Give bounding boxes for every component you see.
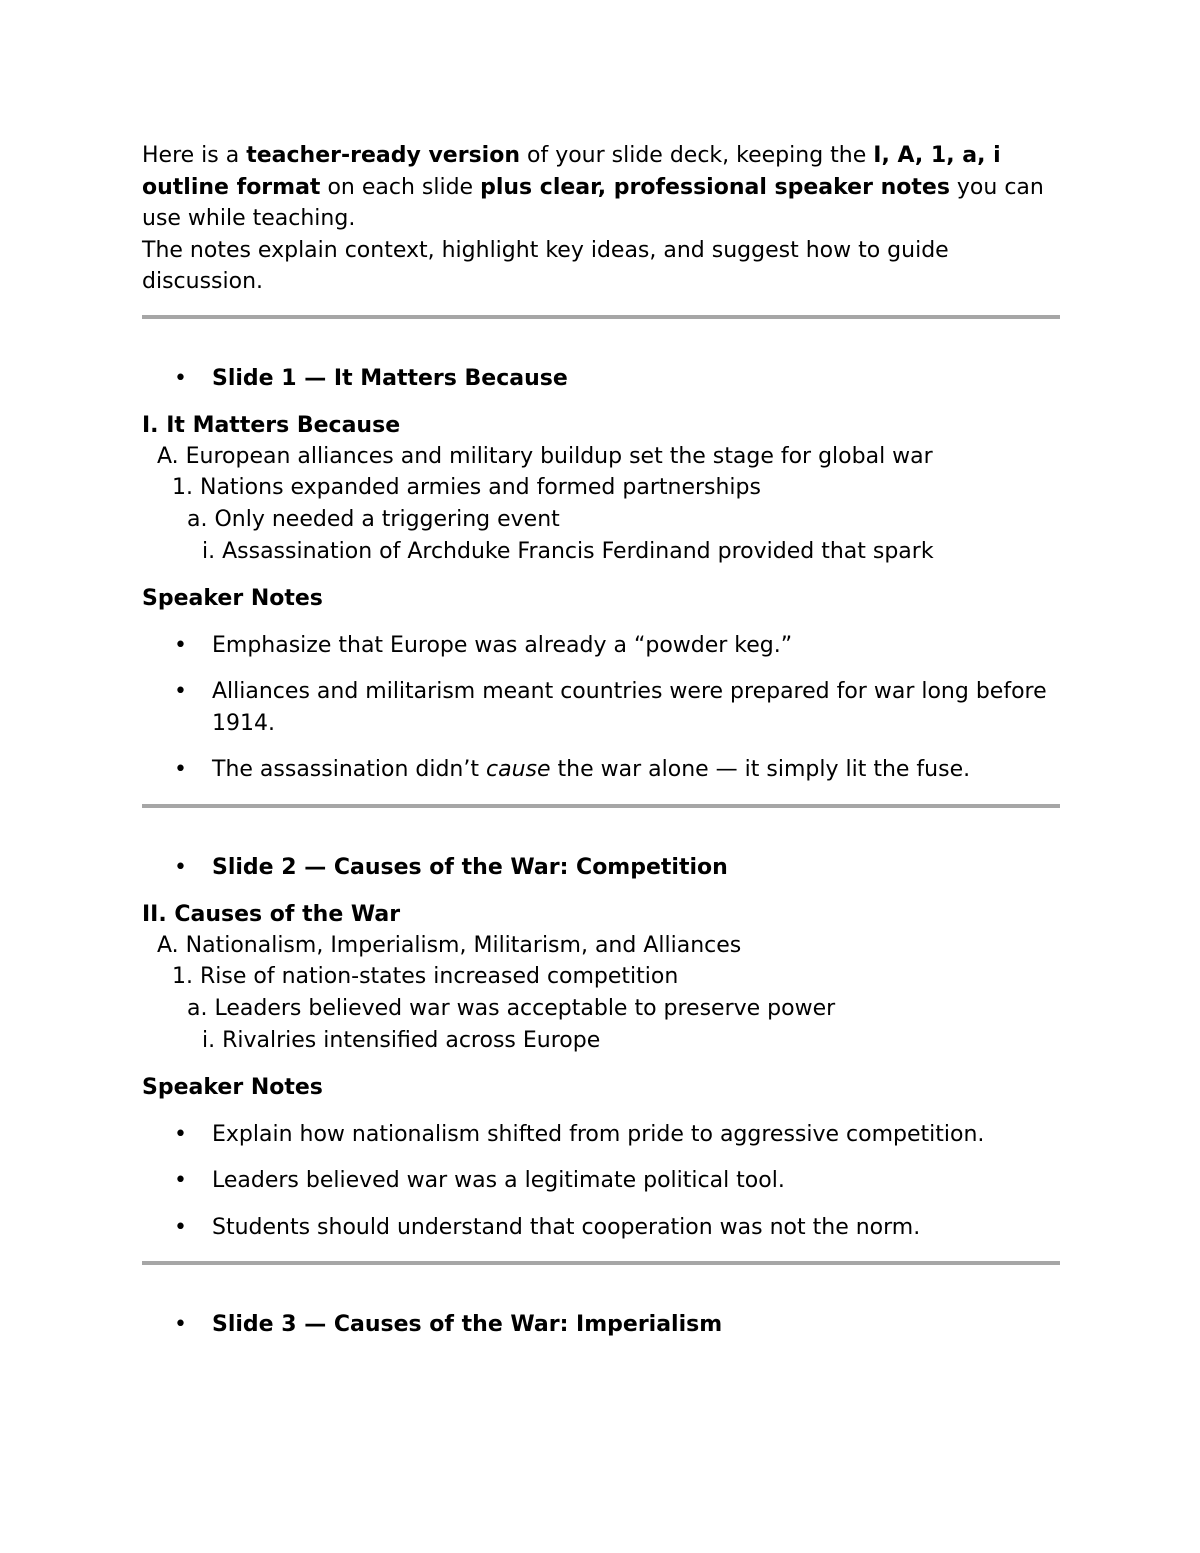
speaker-note-text: Students should understand that cooperation was not the norm. [212,1214,921,1240]
speaker-note-text: Emphasize that Europe was already a “powder keg.” [212,632,793,658]
outline-item-level-a: a. Only needed a triggering event [187,507,560,533]
speaker-note-text: Alliances and militarism meant countries were prepared for war long before 1914. [212,679,1047,736]
outline-title: I. It Matters Because [142,412,401,438]
speaker-note-text: Leaders believed war was a legitimate political tool. [212,1168,785,1194]
speaker-notes-list [142,630,1060,786]
speaker-note-text: Explain how nationalism shifted from pride to aggressive competition. [212,1121,985,1147]
bullet-icon: • [174,1168,187,1194]
intro-text: Here is a [142,143,247,168]
intro-paragraph-2: The notes explain context, highlight key ideas, and suggest how to guide discussion. [142,237,949,294]
horizontal-divider [142,1261,1060,1265]
speaker-note [142,676,1060,739]
intro-paragraph [142,140,1060,235]
speaker-note [142,1165,1060,1197]
outline-title: II. Causes of the War [142,901,401,927]
slide-heading [142,1309,1060,1340]
speaker-note [142,630,1060,662]
outline-item-level-i: i. Rivalries intensified across Europe [202,1028,601,1054]
bullet-icon: • [174,1214,187,1240]
outline-item-level-1: 1. Nations expanded armies and formed partnerships [172,475,761,501]
horizontal-divider [142,315,1060,319]
speaker-note-text: The assassination didn’t [212,757,486,783]
speaker-notes-title: Speaker Notes [142,1074,323,1100]
intro-text: on each slide [320,174,481,200]
outline-item-level-A: A. Nationalism, Imperialism, Militarism, and Alliances [157,932,742,958]
outline-item-level-a: a. Leaders believed war was acceptable to preserve power [187,996,836,1022]
intro-bold-text: I, A, 1, a, i outline format [142,143,1001,200]
speaker-note [142,1212,1060,1244]
horizontal-divider [142,804,1060,808]
bullet-icon: • [174,679,187,705]
intro-text: you can use while teaching. [142,174,1044,231]
slide-heading-text: Slide 2 — Causes of the War: Competition [212,854,728,880]
intro-bold-text: plus clear, professional speaker notes [480,174,950,200]
intro-text: of your slide deck, keeping the [520,143,874,168]
intro-bold-text: teacher-ready version [246,143,520,168]
bullet-icon: • [174,757,187,783]
slide-heading [142,363,1060,394]
bullet-icon: • [174,365,187,391]
slide-heading [142,852,1060,883]
outline-item-level-A: A. European alliances and military buildup set the stage for global war [157,443,933,469]
speaker-note-emphasis: cause [486,757,551,783]
speaker-note [142,754,1060,786]
bullet-icon: • [174,1312,187,1338]
bullet-icon: • [174,854,187,880]
document-page [142,140,1060,1340]
speaker-note-text: the war alone — it simply lit the fuse. [550,757,971,783]
slide-heading-text: Slide 3 — Causes of the War: Imperialism [212,1312,723,1338]
speaker-note [142,1119,1060,1151]
bullet-icon: • [174,1121,187,1147]
outline-item-level-i: i. Assassination of Archduke Francis Ferdinand provided that spark [202,538,934,564]
bullet-icon: • [174,632,187,658]
outline-item-level-1: 1. Rise of nation-states increased competition [172,964,679,990]
slide-heading-text: Slide 1 — It Matters Because [212,365,568,391]
speaker-notes-title: Speaker Notes [142,585,323,611]
speaker-notes-list [142,1119,1060,1244]
